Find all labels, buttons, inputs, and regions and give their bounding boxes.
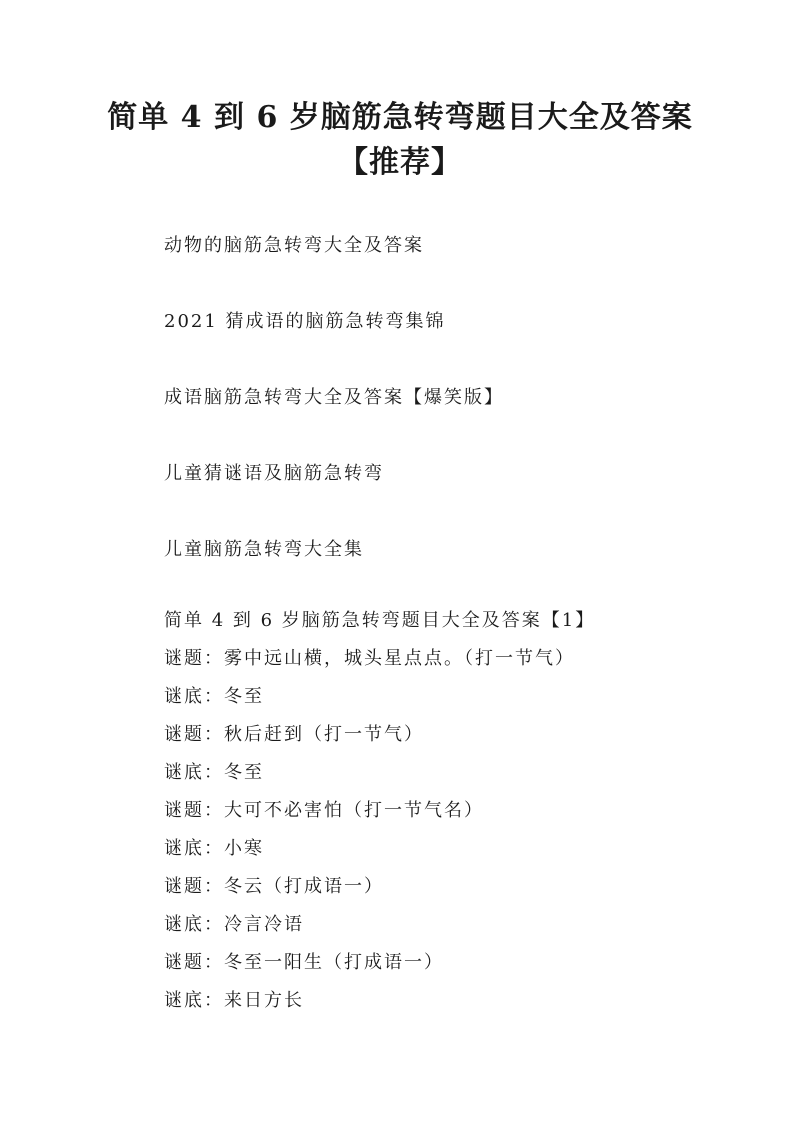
riddle-answer: 谜底：冷言冷语 (164, 914, 304, 935)
riddle-question: 谜题：雾中远山横，城头星点点。（打一节气） (164, 648, 575, 669)
riddle-section (164, 604, 764, 1022)
related-links-list (164, 228, 764, 608)
riddle-question: 谜题：大可不必害怕（打一节气名） (164, 800, 484, 821)
riddle-answer: 谜底：来日方长 (164, 990, 304, 1011)
riddle-question: 谜题：冬至一阳生（打成语一） (164, 952, 444, 973)
riddle-question: 谜题：冬云（打成语一） (164, 876, 384, 897)
related-link: 2021 猜成语的脑筋急转弯集锦 (164, 311, 446, 332)
related-link: 成语脑筋急转弯大全及答案【爆笑版】 (164, 387, 504, 408)
riddle-answer: 谜底：冬至 (164, 762, 264, 783)
related-link: 儿童猜谜语及脑筋急转弯 (164, 463, 384, 484)
page-title: 简单 4 到 6 岁脑筋急转弯题目大全及答案 (107, 100, 693, 135)
riddle-question: 谜题：秋后赶到（打一节气） (164, 724, 424, 745)
riddle-answer: 谜底：冬至 (164, 686, 264, 707)
related-link: 动物的脑筋急转弯大全及答案 (164, 235, 424, 256)
riddle-answer: 谜底：小寒 (164, 838, 264, 859)
related-link: 儿童脑筋急转弯大全集 (164, 539, 364, 560)
page-title-suffix: 【推荐】 (338, 145, 462, 180)
section-heading: 简单 4 到 6 岁脑筋急转弯题目大全及答案【1】 (164, 610, 596, 631)
